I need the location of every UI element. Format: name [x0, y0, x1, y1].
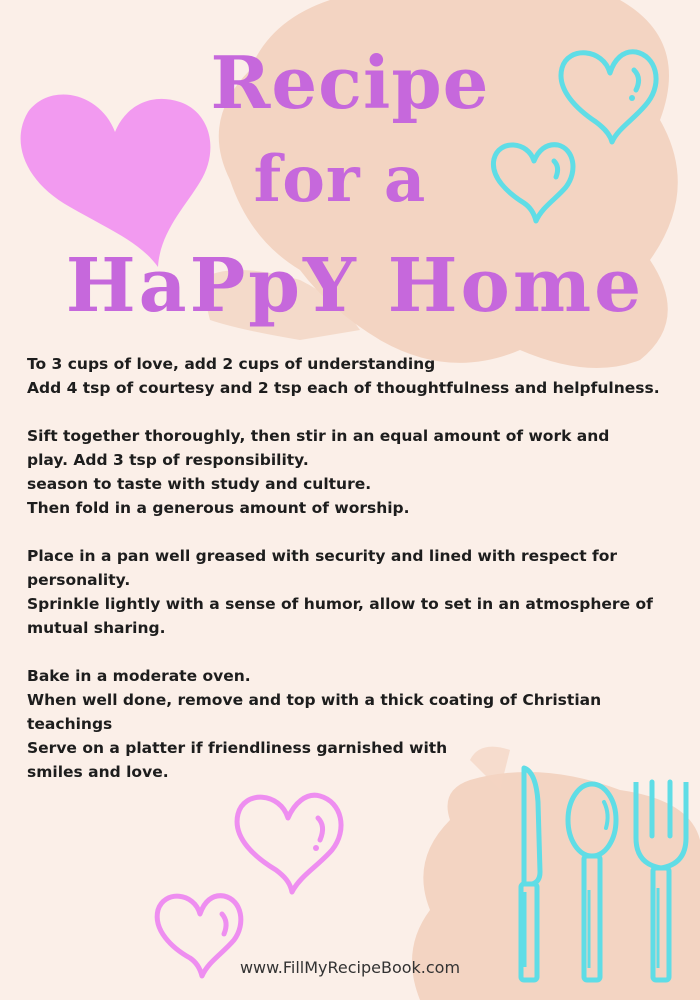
title-line-2: for a [253, 142, 427, 217]
recipe-line: Sift together thoroughly, then stir in an equal amount of work and play. Add 3 tsp of responsibility. [27, 427, 610, 469]
recipe-line: season to taste with study and culture. [27, 475, 372, 493]
spoon-icon [560, 780, 624, 984]
fork-icon [628, 778, 694, 984]
title-line-3: HaPpY Home [65, 243, 645, 329]
website-url: www.FillMyRecipeBook.com [239, 958, 461, 977]
recipe-line: Then fold in a generous amount of worship. [27, 499, 410, 517]
recipe-body [27, 352, 667, 808]
recipe-paragraph [27, 352, 667, 400]
recipe-paragraph [27, 424, 627, 520]
knife-icon [506, 762, 556, 984]
title-line-1: Recipe [210, 40, 490, 125]
recipe-line: Sprinkle lightly with a sense of humor, allow to set in an atmosphere of mutual sharing. [27, 595, 653, 637]
recipe-line: Serve on a platter if friendliness garnished with [27, 739, 448, 757]
recipe-line: Add 4 tsp of courtesy and 2 tsp each of thoughtfulness and helpfulness. [27, 379, 660, 397]
recipe-paragraph [27, 544, 667, 640]
recipe-line: Place in a pan well greased with security and lined with respect for personality. [27, 547, 618, 589]
recipe-line: When well done, remove and top with a thick coating of Christian teachings [27, 691, 602, 733]
recipe-line: Bake in a moderate oven. [27, 667, 251, 685]
recipe-line: To 3 cups of love, add 2 cups of understanding [27, 355, 436, 373]
recipe-line: smiles and love. [27, 763, 169, 781]
